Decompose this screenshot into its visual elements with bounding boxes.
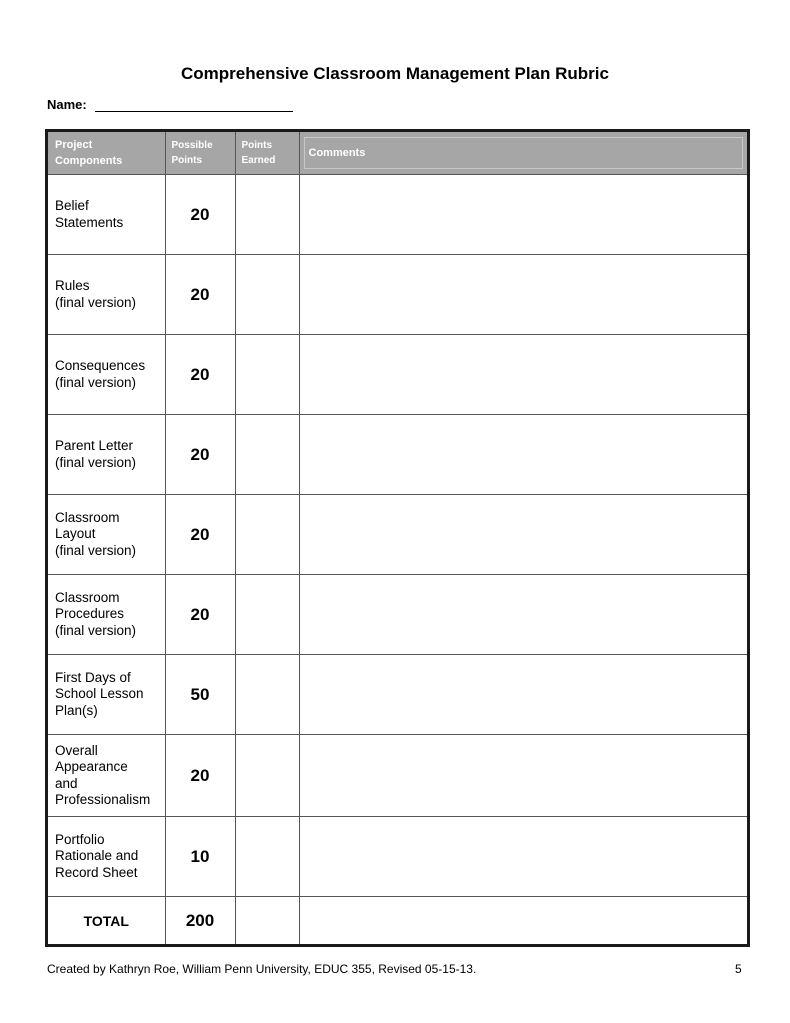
header-project-components [48,132,165,175]
comments-cell[interactable] [299,415,747,495]
component-cell [48,495,165,575]
component-text: and [55,775,78,791]
header-text: Components [55,155,123,167]
component-cell [48,415,165,495]
comments-cell[interactable] [299,817,747,897]
points-earned-cell[interactable] [235,575,299,655]
component-cell [48,175,165,255]
table-row [48,817,747,897]
comments-cell[interactable] [299,175,747,255]
table-row [48,735,747,817]
table-row [48,335,747,415]
table-row [48,655,747,735]
comments-cell[interactable] [299,575,747,655]
comments-cell[interactable] [299,495,747,575]
table-row [48,175,747,255]
component-text: Professionalism [55,792,151,807]
component-text: Appearance [55,759,128,774]
component-text: Parent Letter [55,438,134,453]
points-earned-cell[interactable] [235,415,299,495]
component-text: Procedures [55,606,125,622]
component-text: (final version) [55,542,137,558]
component-cell [48,735,165,817]
possible-points-cell: 50 [165,655,235,735]
component-text: Portfolio [55,831,105,847]
page-number: 5 [735,962,742,976]
page-title: Comprehensive Classroom Management Plan Rubric [181,64,609,83]
component-text: Consequences [55,358,146,373]
component-cell [48,655,165,735]
component-text: Overall [55,742,98,758]
header-text: Points [171,155,203,166]
header-comments [299,132,747,175]
possible-points-cell: 20 [165,255,235,335]
possible-points-cell: 20 [165,735,235,817]
component-text: (final version) [55,294,137,310]
comments-cell[interactable] [299,655,747,735]
header-text: Earned [241,155,276,166]
header-text: Comments [304,137,744,169]
component-text: Plan(s) [55,702,98,718]
total-row [48,897,747,945]
points-earned-cell[interactable] [235,817,299,897]
points-earned-cell[interactable] [235,175,299,255]
component-text: Rationale and [55,848,139,864]
table-row [48,255,747,335]
name-label: Name: [47,97,87,112]
header-row [48,132,747,175]
header-text: Possible [171,140,213,151]
possible-points-cell: 20 [165,575,235,655]
component-text: (final version) [55,374,137,390]
points-earned-cell[interactable] [235,495,299,575]
total-comments-cell[interactable] [299,897,747,945]
possible-points-cell: 10 [165,817,235,897]
rubric-table [45,129,750,947]
component-text: Rules [55,278,90,293]
component-text: Classroom [55,509,120,525]
name-blank-line[interactable] [95,98,293,112]
footer-credit: Created by Kathryn Roe, William Penn University, EDUC 355, Revised 05-15-13. [47,962,477,976]
component-text: (final version) [55,454,137,470]
table-row [48,495,747,575]
comments-cell[interactable] [299,335,747,415]
header-text: Points [241,140,273,151]
points-earned-cell[interactable] [235,655,299,735]
total-points-earned-cell[interactable] [235,897,299,945]
comments-cell[interactable] [299,255,747,335]
points-earned-cell[interactable] [235,735,299,817]
component-text: Layout [55,526,96,542]
component-text: First Days of [55,669,131,685]
possible-points-cell: 20 [165,335,235,415]
possible-points-cell: 20 [165,175,235,255]
component-text: Belief [55,198,89,213]
component-cell [48,255,165,335]
name-field [47,97,293,112]
component-text: School Lesson [55,686,144,702]
total-possible-points: 200 [165,897,235,945]
header-points-earned [235,132,299,175]
points-earned-cell[interactable] [235,335,299,415]
header-possible-points [165,132,235,175]
table-row [48,415,747,495]
component-text: Classroom [55,589,120,605]
total-label: TOTAL [48,897,165,945]
comments-cell[interactable] [299,735,747,817]
points-earned-cell[interactable] [235,255,299,335]
component-text: Record Sheet [55,864,138,880]
component-cell [48,575,165,655]
component-text: Statements [55,214,124,230]
table-row [48,575,747,655]
component-text: (final version) [55,622,137,638]
component-cell [48,817,165,897]
possible-points-cell: 20 [165,415,235,495]
component-cell [48,335,165,415]
header-text: Project [55,139,93,151]
possible-points-cell: 20 [165,495,235,575]
